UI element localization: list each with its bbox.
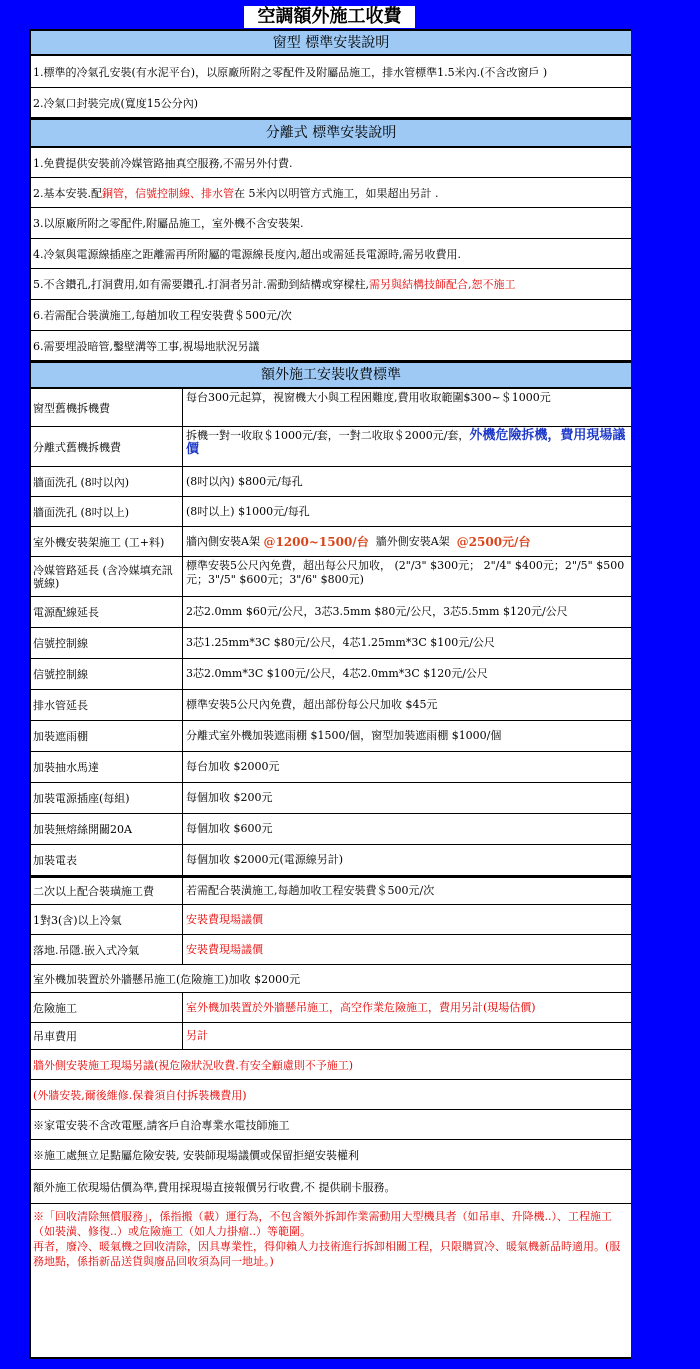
extra-row: 吊車費用 另計 (31, 1023, 631, 1050)
footer-notes (31, 1209, 631, 1269)
window-section-header: 窗型 標準安裝說明 (31, 29, 631, 56)
extra-row: 排水管延長 標準安裝5公尺內免費，超出部份每公尺加收 $45元 (31, 690, 631, 721)
extra-section-header: 額外施工安裝收費標準 (31, 361, 631, 389)
footer-note-2: 再者，廢冷、暖氣機之回收清除，因具專業性，得仰賴人力技術進行拆卸相關工程，只限購買冷、暖氣機新品時適用。(服務地點，係指新品送貨與廢品回收須為同一地址。) (33, 1240, 621, 1268)
extra-row: 1對3(含)以上冷氣 安裝費現場議價 (31, 905, 631, 935)
extra-row: 窗型舊機拆機費 每台300元起算，視窗機大小與工程困難度,費用收取範圍$300~＄1000元 (31, 389, 631, 427)
extra-row: 二次以上配合裝璜施工費 若需配合裝潢施工,每趟加收工程安裝費＄500元/次 (31, 876, 631, 905)
extra-row: 加裝無熔絲開關20A 每個加收 $600元 (31, 814, 631, 845)
extra-row: 信號控制線 3芯2.0mm*3C $100元/公尺，4芯2.0mm*3C $120元/公尺 (31, 659, 631, 690)
note-row: 牆外側安裝施工現場另議(視危險狀況收費.有安全顧慮則不予施工) (31, 1050, 631, 1080)
extra-row: 分離式舊機拆機費 拆機一對一收取＄1000元/套，一對二收取＄2000元/套，外機危險拆機，費用現場議價 (31, 427, 631, 467)
extra-row: 電源配線延長 2芯2.0mm $60元/公尺，3芯3.5mm $80元/公尺，3芯5.5mm $120元/公尺 (31, 597, 631, 628)
split-item-3: 3.以原廠所附之零配件,附屬品施工，室外機不含安裝架. (31, 208, 631, 239)
extra-row: 加裝電表 每個加收 $2000元(電源線另計) (31, 845, 631, 876)
extra-row: 牆面洗孔 (8吋以內) (8吋以內) $800元/每孔 (31, 467, 631, 497)
split-item-4: 4.冷氣與電源線插座之距離需再所附屬的電源線長度內,超出或需延長電源時,需另收費用. (31, 239, 631, 269)
split-item-5: 5.不含鑽孔,打洞費用,如有需要鑽孔.打洞者另計.需動到結構或穿樑柱, 需另與結構技師配合,恕不施工 (31, 269, 631, 300)
window-item-2: 2.冷氣口封裝完成(寬度15公分內) (31, 88, 631, 118)
note-row: ※施工處無立足點屬危險安裝, 安裝師現場議價或保留拒絕安裝權利 (31, 1140, 631, 1170)
extra-row: 加裝抽水馬達 每台加收 $2000元 (31, 752, 631, 783)
extra-row: 危險施工 室外機加裝置於外牆懸吊施工，高空作業危險施工，費用另計(現場估價) (31, 993, 631, 1023)
fee-table (31, 29, 631, 1359)
extra-row: 落地.吊隱.嵌入式冷氣 安裝費現場議價 (31, 935, 631, 965)
footer-note-1: ※「回收清除無償服務」，係指搬（載）運行為，不包含額外拆卸作業需動用大型機具者（如吊車、升降機..）、工程施工（如裝潢、修復..）或危險施工（如人力掛瘤..）等範圍。 (33, 1210, 612, 1238)
window-item-1: 1.標準的冷氣孔安裝(有水泥平台)，以原廠所附之零配件及附屬品施工，排水管標準1.5米內.(不含改窗戶 ) (31, 56, 631, 88)
note-row: 額外施工依現場估價為準,費用採現場直接報價另行收費,不 提供刷卡服務。 (31, 1170, 631, 1204)
bottom-border (31, 1357, 631, 1359)
extra-row: 加裝遮雨棚 分離式室外機加裝遮雨棚 $1500/個，窗型加裝遮雨棚 $1000/個 (31, 721, 631, 752)
extra-row: 牆面洗孔 (8吋以上) (8吋以上) $1000元/每孔 (31, 497, 631, 527)
split-item-1: 1.免費提供安裝前冷媒管路抽真空服務,不需另外付費. (31, 148, 631, 178)
note-row: ※家電安裝不含改電壓,請客戶自洽專業水電技師施工 (31, 1110, 631, 1140)
split-item-2: 2.基本安裝.配 銅管，信號控制線、排水管 在 5米內以明管方式施工，如果超出另計 . (31, 178, 631, 208)
extra-row: 室外機安裝架施工 (工+料) 牆內側安裝A架 @1200~1500/台 牆外側安裝A架 @2500元/台 (31, 527, 631, 557)
split-section-header: 分離式 標準安裝說明 (31, 118, 631, 148)
split-item-7: 6.需要埋設暗管,鑿壁溝等工事,視場地狀況另議 (31, 331, 631, 361)
extra-row: 冷媒管路延長 (含冷媒填充訊號線) 標準安裝5公尺內免費，超出每公尺加收， (2"/3" $300元； 2"/4" $400元；2"/5" $500元；3"/5" $600元；3"/6" $800元) (31, 557, 631, 597)
page-title: 空調額外施工收費 (244, 6, 415, 28)
extra-row: 加裝電源插座(每組) 每個加收 $200元 (31, 783, 631, 814)
wide-row: 室外機加裝置於外牆懸吊施工(危險施工)加收 $2000元 (31, 965, 631, 993)
note-row: (外牆安裝,爾後維修.保養須自付拆裝機費用) (31, 1080, 631, 1110)
extra-row: 信號控制線 3芯1.25mm*3C $80元/公尺，4芯1.25mm*3C $100元/公尺 (31, 628, 631, 659)
split-item-6: 6.若需配合裝潢施工,每趟加收工程安裝費＄500元/次 (31, 300, 631, 331)
